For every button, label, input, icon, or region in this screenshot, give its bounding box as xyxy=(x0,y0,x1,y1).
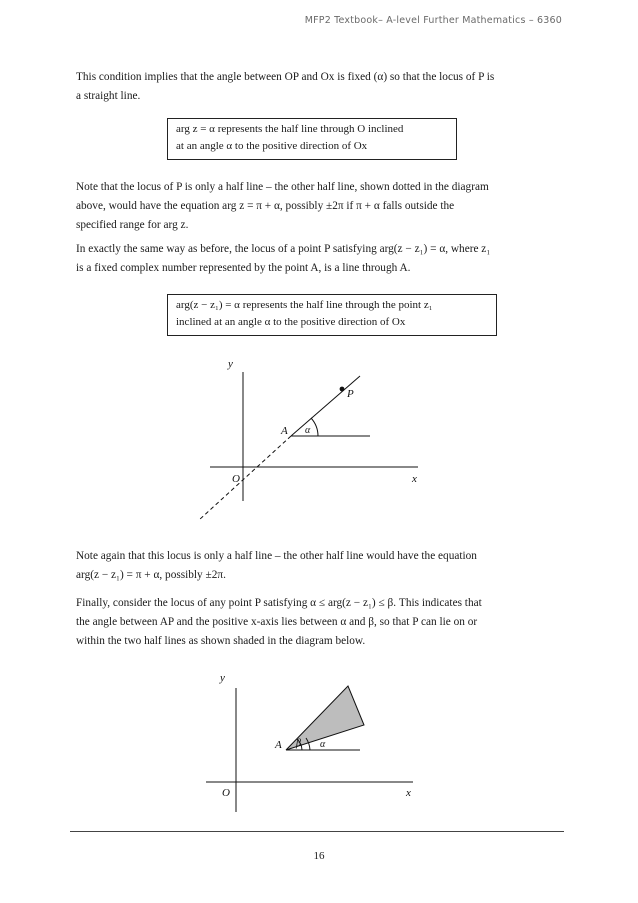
footer-rule xyxy=(70,831,564,832)
y-axis-label: y xyxy=(228,358,233,370)
text-line: Note that the locus of P is only a half line – the other half line, shown dotted in the diagram xyxy=(76,181,489,193)
text-line: above, would have the equation arg z = π + α, possibly ±2π if π + α falls outside the xyxy=(76,200,455,212)
page-number: 16 xyxy=(313,850,325,862)
text-line: arg(z − z₁) = π + α, possibly ±2π. xyxy=(76,569,226,581)
x-axis-label: x xyxy=(412,473,417,485)
text-line: within the two half lines as shown shaded in the diagram below. xyxy=(76,635,366,647)
point-a-label: A xyxy=(275,739,282,751)
box-line: at an angle α to the positive direction of Ox xyxy=(176,140,368,152)
text-line: is a fixed complex number represented by the point A, is a line through A. xyxy=(76,262,411,274)
origin-label: O xyxy=(222,787,230,799)
point-a-label: A xyxy=(281,425,288,437)
text-line: Finally, consider the locus of any point P satisfying α ≤ arg(z − z₁) ≤ β. This indicates that xyxy=(76,597,482,609)
y-axis-label: y xyxy=(220,672,225,684)
running-header: MFP2 Textbook– A-level Further Mathematics – 6360 xyxy=(304,15,562,26)
alpha-label: α xyxy=(305,425,311,436)
beta-label: β xyxy=(296,738,301,749)
text-line: Note again that this locus is only a half line – the other half line would have the equation xyxy=(76,550,477,562)
text-line: In exactly the same way as before, the locus of a point P satisfying arg(z − z₁) = α, where z₁ xyxy=(76,243,491,255)
point-p-label: P xyxy=(347,388,354,400)
box-line: arg z = α represents the half line through O inclined xyxy=(176,123,404,135)
text-line: specified range for arg z. xyxy=(76,219,189,231)
alpha-label: α xyxy=(320,739,326,750)
origin-label: O xyxy=(232,473,240,485)
text-line: This condition implies that the angle between OP and Ox is fixed (α) so that the locus of P is xyxy=(76,71,495,83)
text-line: the angle between AP and the positive x-axis lies between α and β, so that P can lie on or xyxy=(76,616,478,628)
x-axis-label: x xyxy=(406,787,411,799)
box-line: arg(z − z₁) = α represents the half line through the point z₁ xyxy=(176,299,433,311)
box-line: inclined at an angle α to the positive direction of Ox xyxy=(176,316,406,328)
text-line: a straight line. xyxy=(76,90,141,102)
